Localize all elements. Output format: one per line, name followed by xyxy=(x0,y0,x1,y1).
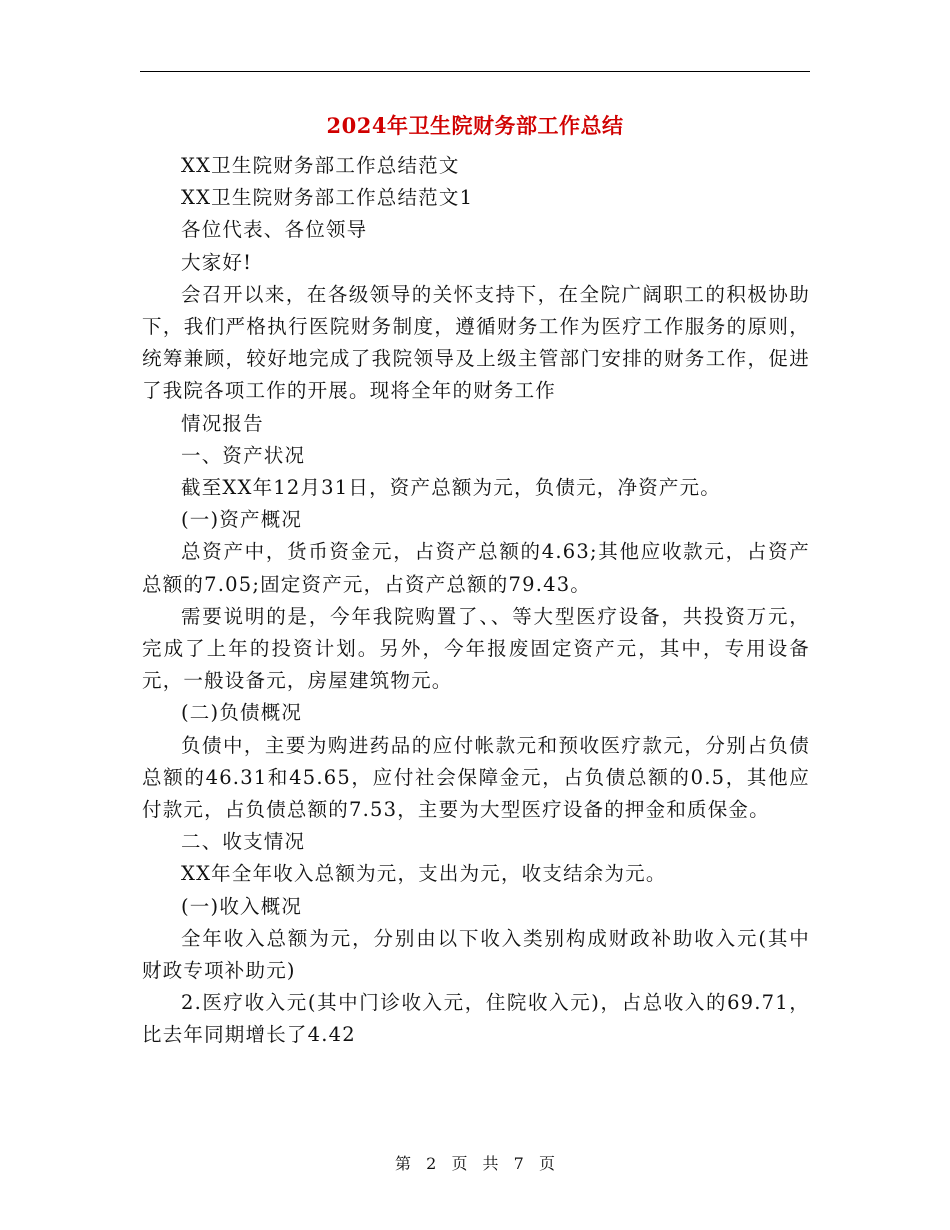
subsection-heading: (一)收入概况 xyxy=(181,894,303,918)
document-title: 2024年卫生院财务部工作总结 xyxy=(326,113,624,138)
paragraph: XX年全年收入总额为元，支出为元，收支结余为元。 xyxy=(181,862,667,886)
paragraph: XX卫生院财务部工作总结范文1 xyxy=(181,186,474,210)
paragraph: 2.医疗收入元(其中门诊收入元，住院收入元)，占总收入的69.71，比去年同期增长了4.42 xyxy=(142,991,810,1047)
paragraph: XX卫生院财务部工作总结范文 xyxy=(181,154,460,177)
paragraph: 负债中，主要为购进药品的应付帐款元和预收医疗款元，分别占负债总额的46.31和45.65，应付社会保障金元，占负债总额的0.5，其他应付款元，占负债总额的7.53，主要为大型医疗设备的押金和质保金。 xyxy=(142,733,810,822)
paragraph: 截至XX年12月31日，资产总额为元，负债元，净资产元。 xyxy=(181,476,721,500)
page-footer xyxy=(0,1153,950,1175)
footer-page-label: 页 xyxy=(451,1154,468,1173)
subsection-heading: (一)资产概况 xyxy=(181,508,303,532)
header-rule xyxy=(140,71,810,72)
current-page-number: 2 xyxy=(426,1154,437,1173)
paragraph: 各位代表、各位领导 xyxy=(181,218,368,242)
paragraph: 会召开以来，在各级领导的关怀支持下，在全院广阔职工的积极协助下，我们严格执行医院财务制度，遵循财务工作为医疗工作服务的原则，统筹兼顾，较好地完成了我院领导及上级主管部门安排的财务工作，促进了我院各项工作的开展。现将全年的财务工作 xyxy=(142,282,810,403)
paragraph: 需要说明的是，今年我院购置了、、等大型医疗设备，共投资万元，完成了上年的投资计划。另外，今年报废固定资产元，其中，专用设备元，一般设备元，房屋建筑物元。 xyxy=(142,604,810,693)
paragraph: 大家好! xyxy=(181,250,253,274)
total-pages-number: 7 xyxy=(513,1154,524,1173)
footer-suffix: 页 xyxy=(538,1154,555,1173)
section-heading: 二、收支情况 xyxy=(181,830,306,854)
document-body xyxy=(142,150,810,1052)
subsection-heading: (二)负债概况 xyxy=(181,701,303,725)
paragraph: 全年收入总额为元，分别由以下收入类别构成财政补助收入元(其中财政专项补助元) xyxy=(142,926,810,983)
footer-total-label: 共 xyxy=(482,1154,499,1173)
footer-prefix: 第 xyxy=(395,1154,412,1173)
paragraph: 情况报告 xyxy=(181,411,264,435)
paragraph: 总资产中，货币资金元，占资产总额的4.63;其他应收款元，占资产总额的7.05;固定资产元，占资产总额的79.43。 xyxy=(142,540,810,596)
section-heading: 一、资产状况 xyxy=(181,443,306,467)
